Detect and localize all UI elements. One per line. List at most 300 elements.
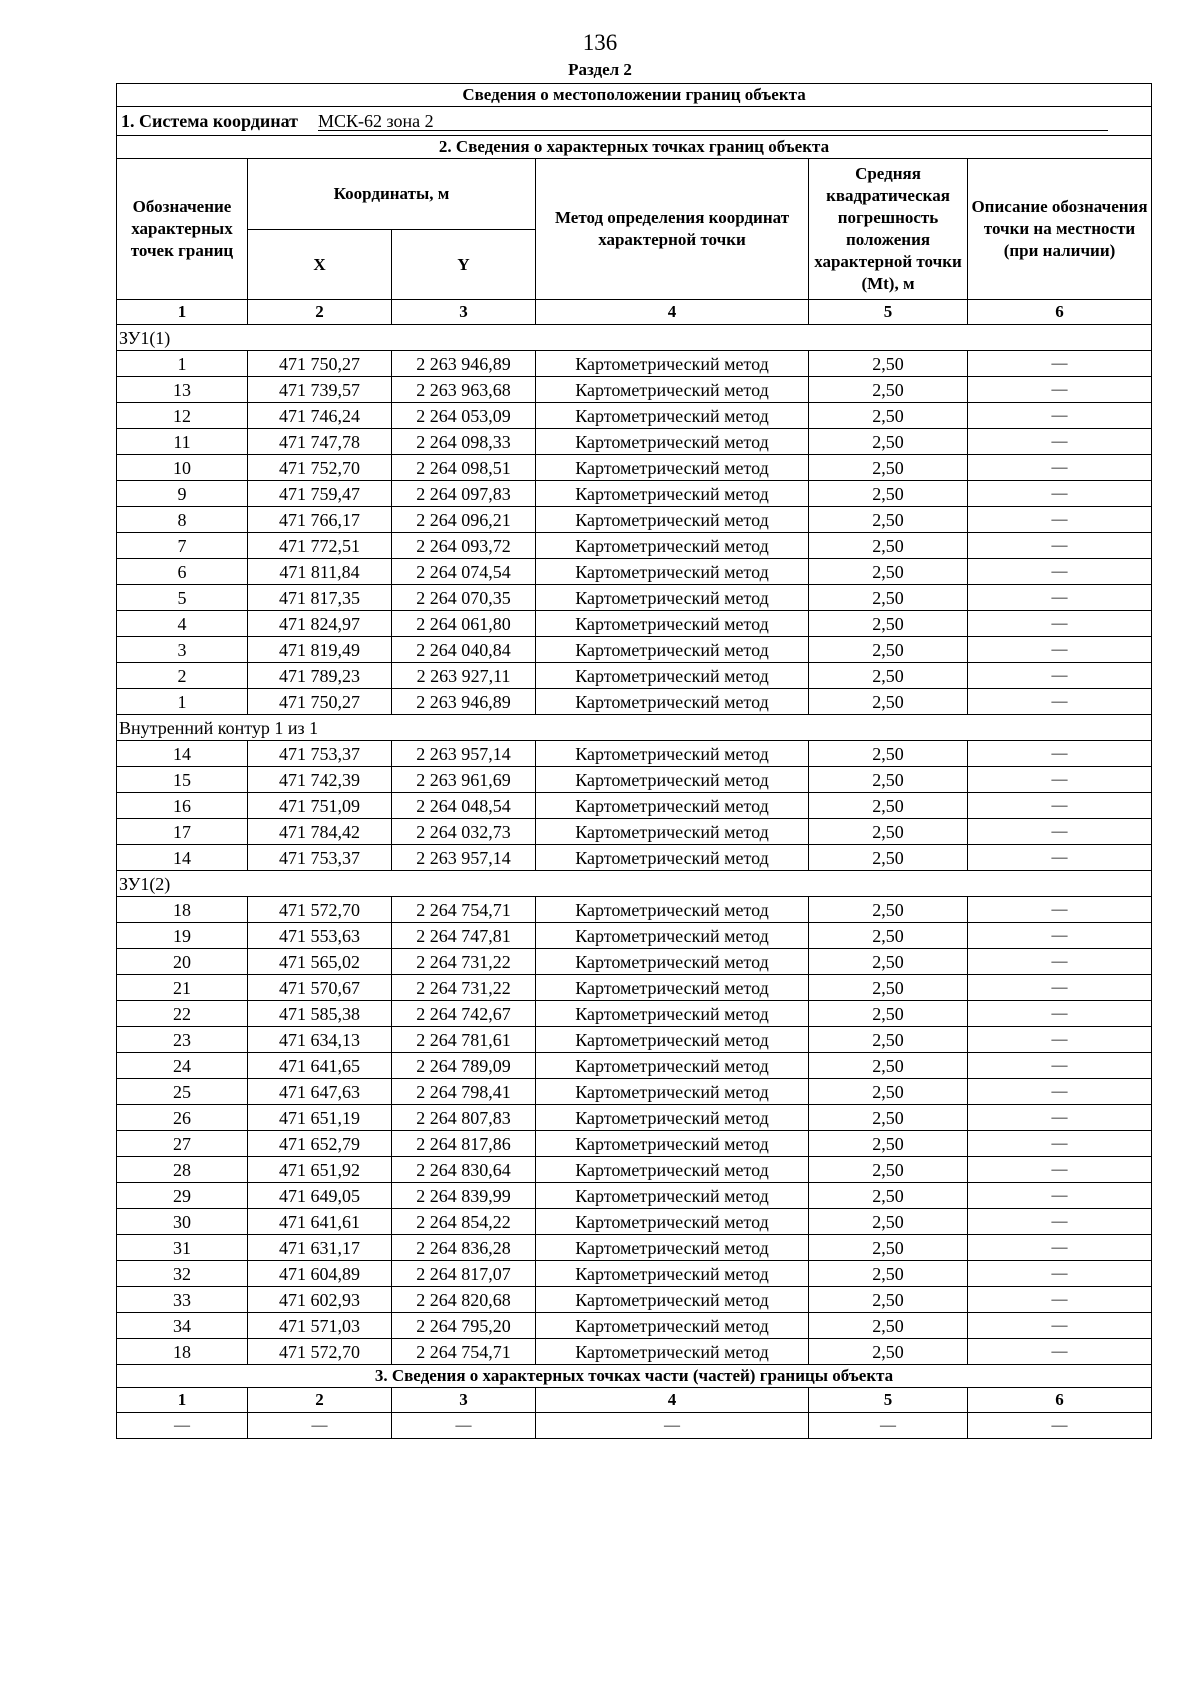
table-row — [117, 1235, 1152, 1261]
y-cell: 2 264 096,21 — [392, 507, 536, 533]
description-cell: — — [968, 767, 1152, 793]
x-cell: 471 571,03 — [248, 1313, 392, 1339]
point-number-cell: 16 — [117, 793, 248, 819]
point-number-cell: 32 — [117, 1261, 248, 1287]
y-cell: 2 264 093,72 — [392, 533, 536, 559]
y-cell: 2 264 048,54 — [392, 793, 536, 819]
error-cell: 2,50 — [809, 429, 968, 455]
description-cell: — — [968, 663, 1152, 689]
description-cell: — — [968, 533, 1152, 559]
description-cell: — — [968, 611, 1152, 637]
description-cell: — — [968, 819, 1152, 845]
page-number: 136 — [582, 30, 618, 55]
table-row — [117, 741, 1152, 767]
point-number-cell: 7 — [117, 533, 248, 559]
x-cell: 471 750,27 — [248, 351, 392, 377]
header-mean-error: Средняя квадратическая погрешность положения характерной точки (Mt), м — [809, 159, 968, 300]
method-cell: Картометрический метод — [536, 1079, 809, 1105]
method-cell: Картометрический метод — [536, 897, 809, 923]
x-cell: 471 652,79 — [248, 1131, 392, 1157]
error-cell: 2,50 — [809, 637, 968, 663]
method-cell: Картометрический метод — [536, 585, 809, 611]
error-cell: 2,50 — [809, 1001, 968, 1027]
column-number: 5 — [809, 1388, 968, 1413]
y-cell: 2 263 946,89 — [392, 689, 536, 715]
y-cell: 2 264 040,84 — [392, 637, 536, 663]
x-cell: 471 570,67 — [248, 975, 392, 1001]
y-cell: 2 264 032,73 — [392, 819, 536, 845]
header-method: Метод определения координат характерной точки — [536, 159, 809, 300]
x-cell: 471 742,39 — [248, 767, 392, 793]
point-number-cell: 12 — [117, 403, 248, 429]
method-cell: Картометрический метод — [536, 1313, 809, 1339]
error-cell: 2,50 — [809, 585, 968, 611]
table-row — [117, 377, 1152, 403]
y-cell: 2 263 957,14 — [392, 741, 536, 767]
column-numbers-row — [117, 300, 1152, 325]
x-cell: 471 739,57 — [248, 377, 392, 403]
empty-dash-cell: — — [117, 1413, 248, 1439]
error-cell: 2,50 — [809, 1131, 968, 1157]
error-cell: 2,50 — [809, 741, 968, 767]
header-coordinates: Координаты, м — [248, 159, 536, 230]
table-row — [117, 1157, 1152, 1183]
x-cell: 471 641,65 — [248, 1053, 392, 1079]
description-cell: — — [968, 793, 1152, 819]
point-number-cell: 2 — [117, 663, 248, 689]
error-cell: 2,50 — [809, 455, 968, 481]
y-cell: 2 264 074,54 — [392, 559, 536, 585]
error-cell: 2,50 — [809, 949, 968, 975]
point-number-cell: 23 — [117, 1027, 248, 1053]
subsection-3-column-numbers-row — [117, 1388, 1152, 1413]
method-cell: Картометрический метод — [536, 767, 809, 793]
error-cell: 2,50 — [809, 1313, 968, 1339]
method-cell: Картометрический метод — [536, 611, 809, 637]
point-number-cell: 1 — [117, 351, 248, 377]
description-cell: — — [968, 559, 1152, 585]
description-cell: — — [968, 455, 1152, 481]
description-cell: — — [968, 1131, 1152, 1157]
x-cell: 471 817,35 — [248, 585, 392, 611]
boundary-points-table — [116, 83, 1152, 1439]
group-header-row — [117, 871, 1152, 897]
error-cell: 2,50 — [809, 897, 968, 923]
point-number-cell: 29 — [117, 1183, 248, 1209]
x-cell: 471 752,70 — [248, 455, 392, 481]
error-cell: 2,50 — [809, 533, 968, 559]
column-number: 3 — [392, 1388, 536, 1413]
point-number-cell: 34 — [117, 1313, 248, 1339]
description-cell: — — [968, 403, 1152, 429]
x-cell: 471 651,19 — [248, 1105, 392, 1131]
y-cell: 2 264 098,33 — [392, 429, 536, 455]
description-cell: — — [968, 923, 1152, 949]
group-label: ЗУ1(2) — [117, 871, 1152, 897]
point-number-cell: 27 — [117, 1131, 248, 1157]
table-row — [117, 793, 1152, 819]
description-cell: — — [968, 975, 1152, 1001]
method-cell: Картометрический метод — [536, 1235, 809, 1261]
method-cell: Картометрический метод — [536, 1157, 809, 1183]
method-cell: Картометрический метод — [536, 975, 809, 1001]
x-cell: 471 651,92 — [248, 1157, 392, 1183]
y-cell: 2 264 817,86 — [392, 1131, 536, 1157]
point-number-cell: 14 — [117, 741, 248, 767]
y-cell: 2 264 097,83 — [392, 481, 536, 507]
y-cell: 2 264 098,51 — [392, 455, 536, 481]
column-number: 4 — [536, 1388, 809, 1413]
description-cell: — — [968, 637, 1152, 663]
table-row — [117, 611, 1152, 637]
point-number-cell: 14 — [117, 845, 248, 871]
table-row — [117, 767, 1152, 793]
table-row — [117, 1261, 1152, 1287]
method-cell: Картометрический метод — [536, 559, 809, 585]
description-cell: — — [968, 897, 1152, 923]
x-cell: 471 634,13 — [248, 1027, 392, 1053]
table-row — [117, 533, 1152, 559]
point-number-cell: 9 — [117, 481, 248, 507]
y-cell: 2 264 795,20 — [392, 1313, 536, 1339]
description-cell: — — [968, 507, 1152, 533]
table-row — [117, 351, 1152, 377]
method-cell: Картометрический метод — [536, 481, 809, 507]
error-cell: 2,50 — [809, 793, 968, 819]
error-cell: 2,50 — [809, 1261, 968, 1287]
description-cell: — — [968, 689, 1152, 715]
column-number: 3 — [392, 300, 536, 325]
description-cell: — — [968, 1053, 1152, 1079]
x-cell: 471 747,78 — [248, 429, 392, 455]
point-number-cell: 31 — [117, 1235, 248, 1261]
table-row — [117, 845, 1152, 871]
method-cell: Картометрический метод — [536, 689, 809, 715]
error-cell: 2,50 — [809, 481, 968, 507]
point-number-cell: 17 — [117, 819, 248, 845]
method-cell: Картометрический метод — [536, 1027, 809, 1053]
y-cell: 2 264 854,22 — [392, 1209, 536, 1235]
error-cell: 2,50 — [809, 663, 968, 689]
point-number-cell: 6 — [117, 559, 248, 585]
point-number-cell: 10 — [117, 455, 248, 481]
column-number: 2 — [248, 1388, 392, 1413]
x-cell: 471 572,70 — [248, 897, 392, 923]
description-cell: — — [968, 1313, 1152, 1339]
empty-dash-cell: — — [248, 1413, 392, 1439]
table-row — [117, 1209, 1152, 1235]
table-row — [117, 975, 1152, 1001]
subsection-3-title: 3. Сведения о характерных точках части (частей) границы объекта — [117, 1365, 1152, 1388]
error-cell: 2,50 — [809, 923, 968, 949]
column-number: 6 — [968, 1388, 1152, 1413]
y-cell: 2 263 963,68 — [392, 377, 536, 403]
table-row — [117, 1027, 1152, 1053]
description-cell: — — [968, 845, 1152, 871]
x-cell: 471 750,27 — [248, 689, 392, 715]
point-number-cell: 4 — [117, 611, 248, 637]
description-cell: — — [968, 1339, 1152, 1365]
method-cell: Картометрический метод — [536, 949, 809, 975]
description-cell: — — [968, 1235, 1152, 1261]
x-cell: 471 751,09 — [248, 793, 392, 819]
header-point-designation: Обозначение характерных точек границ — [117, 159, 248, 300]
method-cell: Картометрический метод — [536, 1183, 809, 1209]
header-description: Описание обозначения точки на местности (при наличии) — [968, 159, 1152, 300]
table-row — [117, 949, 1152, 975]
group-label: ЗУ1(1) — [117, 325, 1152, 351]
y-cell: 2 264 807,83 — [392, 1105, 536, 1131]
column-number: 1 — [117, 300, 248, 325]
table-row — [117, 1313, 1152, 1339]
method-cell: Картометрический метод — [536, 507, 809, 533]
y-cell: 2 264 820,68 — [392, 1287, 536, 1313]
header-x: X — [248, 230, 392, 300]
point-number-cell: 11 — [117, 429, 248, 455]
point-number-cell: 5 — [117, 585, 248, 611]
description-cell: — — [968, 1001, 1152, 1027]
table-row — [117, 481, 1152, 507]
error-cell: 2,50 — [809, 689, 968, 715]
method-cell: Картометрический метод — [536, 663, 809, 689]
x-cell: 471 746,24 — [248, 403, 392, 429]
error-cell: 2,50 — [809, 351, 968, 377]
y-cell: 2 264 754,71 — [392, 1339, 536, 1365]
method-cell: Картометрический метод — [536, 455, 809, 481]
error-cell: 2,50 — [809, 819, 968, 845]
error-cell: 2,50 — [809, 1209, 968, 1235]
error-cell: 2,50 — [809, 1339, 968, 1365]
description-cell: — — [968, 1105, 1152, 1131]
y-cell: 2 264 781,61 — [392, 1027, 536, 1053]
error-cell: 2,50 — [809, 1105, 968, 1131]
error-cell: 2,50 — [809, 377, 968, 403]
y-cell: 2 263 927,11 — [392, 663, 536, 689]
point-number-cell: 20 — [117, 949, 248, 975]
group-label: Внутренний контур 1 из 1 — [117, 715, 1152, 741]
description-cell: — — [968, 429, 1152, 455]
method-cell: Картометрический метод — [536, 1209, 809, 1235]
y-cell: 2 264 817,07 — [392, 1261, 536, 1287]
method-cell: Картометрический метод — [536, 637, 809, 663]
group-header-row — [117, 715, 1152, 741]
error-cell: 2,50 — [809, 975, 968, 1001]
x-cell: 471 602,93 — [248, 1287, 392, 1313]
table-title: Сведения о местоположении границ объекта — [117, 84, 1152, 107]
point-number-cell: 13 — [117, 377, 248, 403]
y-cell: 2 263 957,14 — [392, 845, 536, 871]
method-cell: Картометрический метод — [536, 923, 809, 949]
table-row — [117, 1001, 1152, 1027]
description-cell: — — [968, 377, 1152, 403]
table-row — [117, 1339, 1152, 1365]
coordinate-system-value: МСК-62 зона 2 — [318, 112, 1108, 131]
empty-dash-cell: — — [536, 1413, 809, 1439]
x-cell: 471 565,02 — [248, 949, 392, 975]
x-cell: 471 604,89 — [248, 1261, 392, 1287]
x-cell: 471 647,63 — [248, 1079, 392, 1105]
description-cell: — — [968, 481, 1152, 507]
error-cell: 2,50 — [809, 507, 968, 533]
method-cell: Картометрический метод — [536, 1105, 809, 1131]
point-number-cell: 19 — [117, 923, 248, 949]
x-cell: 471 819,49 — [248, 637, 392, 663]
y-cell: 2 264 053,09 — [392, 403, 536, 429]
y-cell: 2 264 070,35 — [392, 585, 536, 611]
empty-dash-cell: — — [809, 1413, 968, 1439]
method-cell: Картометрический метод — [536, 377, 809, 403]
y-cell: 2 264 731,22 — [392, 975, 536, 1001]
description-cell: — — [968, 1079, 1152, 1105]
x-cell: 471 631,17 — [248, 1235, 392, 1261]
error-cell: 2,50 — [809, 559, 968, 585]
error-cell: 2,50 — [809, 1027, 968, 1053]
point-number-cell: 21 — [117, 975, 248, 1001]
y-cell: 2 264 798,41 — [392, 1079, 536, 1105]
method-cell: Картометрический метод — [536, 793, 809, 819]
y-cell: 2 264 830,64 — [392, 1157, 536, 1183]
y-cell: 2 263 961,69 — [392, 767, 536, 793]
subsection-2-title: 2. Сведения о характерных точках границ объекта — [117, 136, 1152, 159]
method-cell: Картометрический метод — [536, 1053, 809, 1079]
error-cell: 2,50 — [809, 1235, 968, 1261]
error-cell: 2,50 — [809, 1079, 968, 1105]
section-heading: Раздел 2 — [568, 60, 632, 79]
error-cell: 2,50 — [809, 1053, 968, 1079]
x-cell: 471 766,17 — [248, 507, 392, 533]
y-cell: 2 264 742,67 — [392, 1001, 536, 1027]
method-cell: Картометрический метод — [536, 351, 809, 377]
table-row — [117, 819, 1152, 845]
x-cell: 471 553,63 — [248, 923, 392, 949]
error-cell: 2,50 — [809, 1287, 968, 1313]
column-number: 4 — [536, 300, 809, 325]
y-cell: 2 264 754,71 — [392, 897, 536, 923]
table-row — [117, 1053, 1152, 1079]
x-cell: 471 649,05 — [248, 1183, 392, 1209]
error-cell: 2,50 — [809, 1183, 968, 1209]
column-number: 2 — [248, 300, 392, 325]
x-cell: 471 753,37 — [248, 741, 392, 767]
method-cell: Картометрический метод — [536, 741, 809, 767]
y-cell: 2 264 789,09 — [392, 1053, 536, 1079]
error-cell: 2,50 — [809, 611, 968, 637]
group-header-row — [117, 325, 1152, 351]
x-cell: 471 824,97 — [248, 611, 392, 637]
y-cell: 2 263 946,89 — [392, 351, 536, 377]
header-row-top — [117, 159, 1152, 230]
x-cell: 471 789,23 — [248, 663, 392, 689]
description-cell: — — [968, 949, 1152, 975]
error-cell: 2,50 — [809, 403, 968, 429]
coordinate-system-row — [117, 107, 1152, 136]
method-cell: Картометрический метод — [536, 1131, 809, 1157]
table-row — [117, 455, 1152, 481]
error-cell: 2,50 — [809, 767, 968, 793]
description-cell: — — [968, 1209, 1152, 1235]
method-cell: Картометрический метод — [536, 403, 809, 429]
x-cell: 471 784,42 — [248, 819, 392, 845]
subsection-2-title-row — [117, 136, 1152, 159]
header-y: Y — [392, 230, 536, 300]
method-cell: Картометрический метод — [536, 845, 809, 871]
method-cell: Картометрический метод — [536, 533, 809, 559]
table-row — [117, 1183, 1152, 1209]
method-cell: Картометрический метод — [536, 1287, 809, 1313]
y-cell: 2 264 839,99 — [392, 1183, 536, 1209]
point-number-cell: 8 — [117, 507, 248, 533]
table-row — [117, 559, 1152, 585]
point-number-cell: 3 — [117, 637, 248, 663]
method-cell: Картометрический метод — [536, 1339, 809, 1365]
table-row — [117, 1131, 1152, 1157]
description-cell: — — [968, 585, 1152, 611]
description-cell: — — [968, 1027, 1152, 1053]
x-cell: 471 641,61 — [248, 1209, 392, 1235]
coordinate-system-label: 1. Система координат — [121, 111, 298, 131]
x-cell: 471 772,51 — [248, 533, 392, 559]
empty-dash-cell: — — [968, 1413, 1152, 1439]
column-number: 5 — [809, 300, 968, 325]
description-cell: — — [968, 1261, 1152, 1287]
point-number-cell: 24 — [117, 1053, 248, 1079]
column-number: 1 — [117, 1388, 248, 1413]
point-number-cell: 26 — [117, 1105, 248, 1131]
y-cell: 2 264 061,80 — [392, 611, 536, 637]
description-cell: — — [968, 741, 1152, 767]
y-cell: 2 264 836,28 — [392, 1235, 536, 1261]
x-cell: 471 572,70 — [248, 1339, 392, 1365]
x-cell: 471 585,38 — [248, 1001, 392, 1027]
x-cell: 471 759,47 — [248, 481, 392, 507]
y-cell: 2 264 747,81 — [392, 923, 536, 949]
method-cell: Картометрический метод — [536, 1261, 809, 1287]
description-cell: — — [968, 1157, 1152, 1183]
table-row — [117, 1105, 1152, 1131]
table-row — [117, 663, 1152, 689]
y-cell: 2 264 731,22 — [392, 949, 536, 975]
table-row — [117, 897, 1152, 923]
subsection-3-title-row — [117, 1365, 1152, 1388]
error-cell: 2,50 — [809, 845, 968, 871]
subsection-3-empty-row — [117, 1413, 1152, 1439]
method-cell: Картометрический метод — [536, 819, 809, 845]
point-number-cell: 18 — [117, 1339, 248, 1365]
method-cell: Картометрический метод — [536, 1001, 809, 1027]
point-number-cell: 22 — [117, 1001, 248, 1027]
x-cell: 471 811,84 — [248, 559, 392, 585]
method-cell: Картометрический метод — [536, 429, 809, 455]
column-number: 6 — [968, 300, 1152, 325]
table-row — [117, 585, 1152, 611]
x-cell: 471 753,37 — [248, 845, 392, 871]
point-number-cell: 1 — [117, 689, 248, 715]
point-number-cell: 28 — [117, 1157, 248, 1183]
table-row — [117, 403, 1152, 429]
table-row — [117, 637, 1152, 663]
table-row — [117, 429, 1152, 455]
table-row — [117, 507, 1152, 533]
table-title-row — [117, 84, 1152, 107]
point-number-cell: 33 — [117, 1287, 248, 1313]
table-row — [117, 923, 1152, 949]
point-number-cell: 18 — [117, 897, 248, 923]
table-row — [117, 689, 1152, 715]
point-number-cell: 15 — [117, 767, 248, 793]
error-cell: 2,50 — [809, 1157, 968, 1183]
table-row — [117, 1287, 1152, 1313]
description-cell: — — [968, 1183, 1152, 1209]
